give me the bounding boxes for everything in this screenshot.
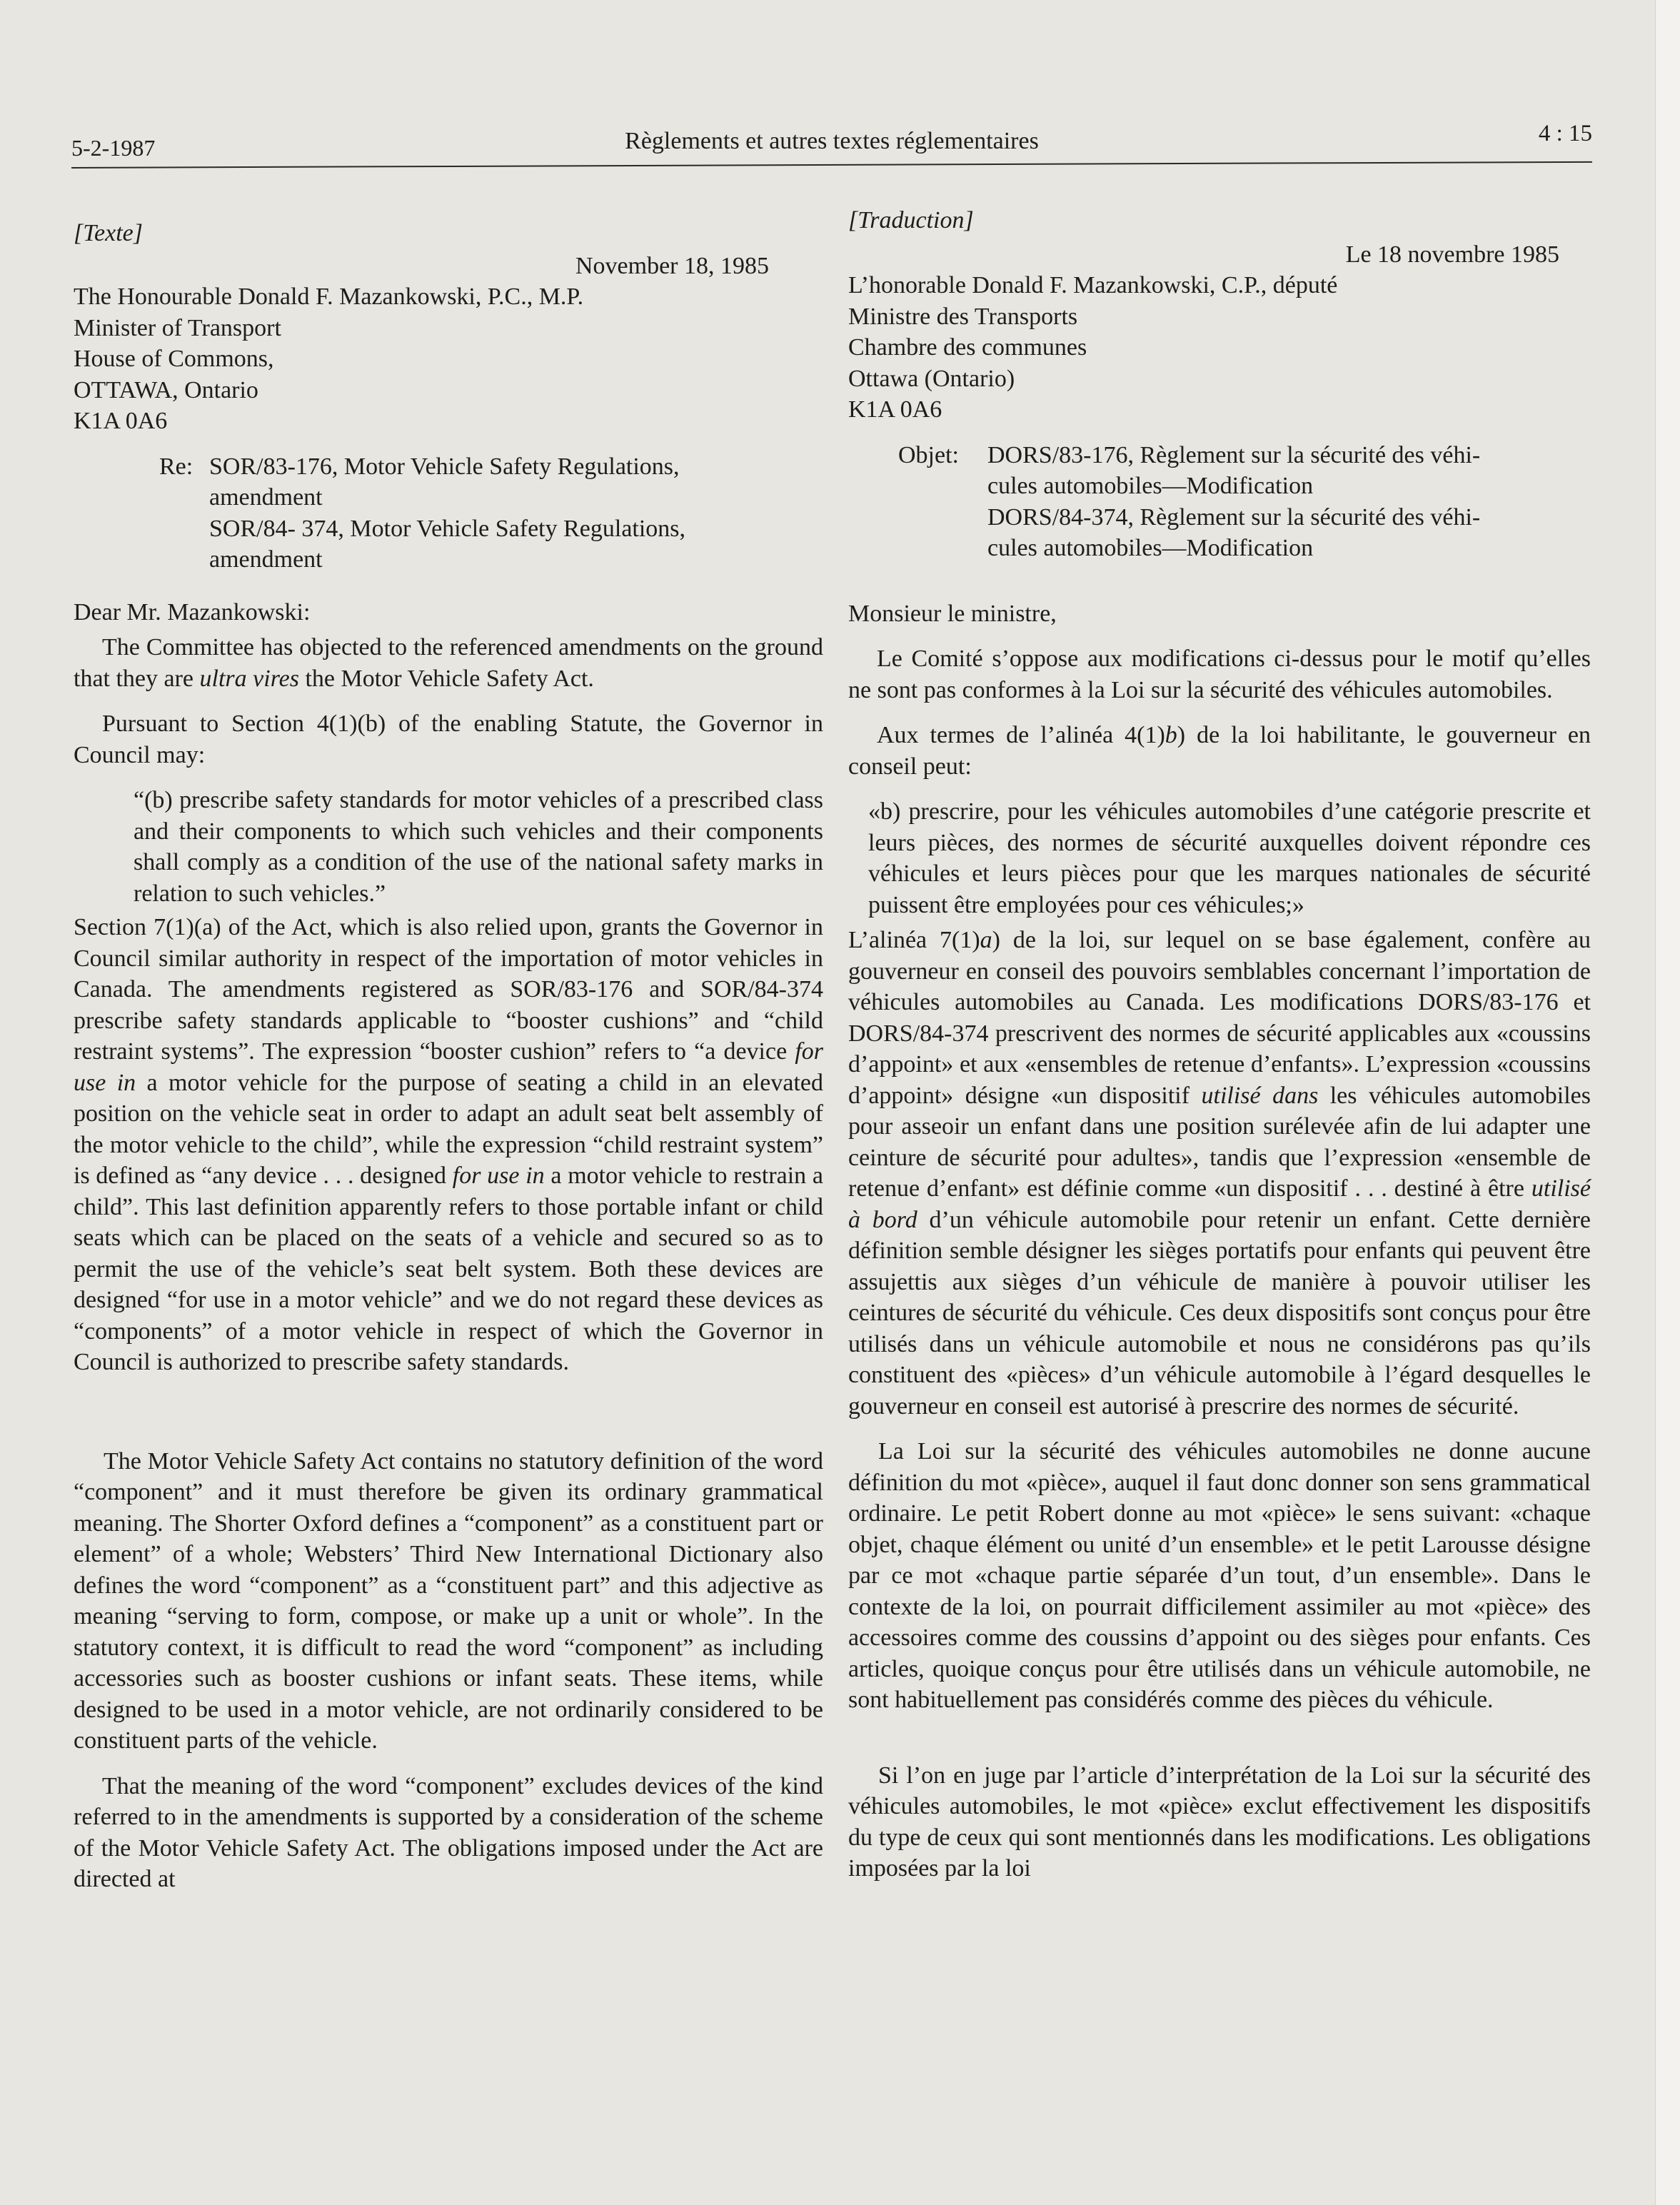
paragraph: That the meaning of the word “component” excludes devices of the kind referred to in the amendments is supported by a consideration of the scheme of the Motor Vehicle Safety Act. The obligations imposed under the Act are directed at (74, 1772, 823, 1892)
address-line: House of Commons, (74, 346, 274, 372)
salutation: Dear Mr. Mazankowski: (74, 598, 311, 626)
header-title: Règlements et autres textes réglementaires (625, 128, 1039, 154)
quotation: «b) prescrire, pour les véhicules automobiles d’une catégorie prescrite et leurs pièces, des normes de sécurité auxquelles doivent répondre ces véhicules et leurs pièces pour que les marques nationales de sécurité puissent être employées pour ces véhicules;» (868, 798, 1591, 918)
re-line: amendment (209, 546, 323, 573)
address-line: L’honorable Donald F. Mazankowski, C.P., député (848, 272, 1338, 298)
re-line: cules automobiles—Modification (987, 535, 1314, 561)
address-line: K1A 0A6 (848, 396, 942, 423)
paragraph: Pursuant to Section 4(1)(b) of the enabling Statute, the Governor in Council may: (74, 710, 823, 768)
paragraph: Le Comité s’oppose aux modifications ci-dessus pour le motif qu’elles ne sont pas conformes à la Loi sur la sécurité des véhicules automobiles. (848, 646, 1591, 703)
address-line: Minister of Transport (74, 314, 281, 341)
header-page-number: 4 : 15 (1538, 121, 1592, 146)
re-line: amendment (209, 484, 323, 511)
text-tag: [Texte] (74, 220, 143, 246)
re-line: DORS/83-176, Règlement sur la sécurité des véhi- (987, 441, 1481, 468)
address-line: Chambre des communes (848, 334, 1087, 361)
re-block (74, 451, 823, 576)
address-line: Ministre des Transports (848, 303, 1078, 330)
re-label: Objet: (898, 441, 959, 468)
page-edge (1655, 0, 1680, 2205)
address-line: K1A 0A6 (74, 408, 168, 434)
address-line: Ottawa (Ontario) (848, 365, 1015, 392)
re-label: Re: (159, 453, 193, 480)
paragraph: Si l’on en juge par l’article d’interprétation de la Loi sur la sécurité des véhicules automobiles, le mot «pièce» exclut effectivement les dispositifs du type de ceux qui sont mentionnés dans les modifications. Les obligations imposées par la loi (848, 1762, 1591, 1882)
re-line: cules automobiles—Modification (987, 473, 1314, 499)
header-date: 5-2-1987 (71, 135, 156, 161)
quotation: “(b) prescribe safety standards for motor vehicles of a prescribed class and their components to which such vehicles and their components shall comply as a condition of the use of the national safety marks in relation to such vehicles.” (134, 787, 823, 907)
running-header (71, 118, 1592, 168)
text-tag: [Traduction] (848, 207, 974, 233)
re-block (848, 440, 1591, 564)
address-line: The Honourable Donald F. Mazankowski, P.C., M.P. (74, 283, 584, 310)
re-line: SOR/84- 374, Motor Vehicle Safety Regulations, (209, 515, 686, 542)
letter-date: Le 18 novembre 1985 (1345, 241, 1559, 268)
address-block (74, 281, 823, 437)
re-line: DORS/84-374, Règlement sur la sécurité des véhi- (987, 503, 1481, 531)
paragraph: Section 7(1)(a) of the Act, which is also relied upon, grants the Governor in Council similar authority in respect of the importation of motor vehicles in Canada. The amendments registered as SOR/83-176 and SOR/84-374 prescribe safety standards applicable to “booster cushions” and “child restraint systems”. The expression “booster cushion” refers to “a device for use in a motor vehicle for the purpose of seating a child in an elevated position on the vehicle seat in order to adapt an adult seat belt assembly of the motor vehicle to the child”, while the expression “child restraint system” is defined as “any device . . . designed for use in a motor vehicle to restrain a child”. This last definition apparently refers to those portable infant or child seats which can be placed on the seats of a vehicle and secured so as to permit the use of the vehicle’s seat belt system. Both these devices are designed “for use in a motor vehicle” and we do not regard these devices as “components” of a motor vehicle in respect of which the Governor in Council is authorized to prescribe safety standards. (74, 914, 823, 1375)
paragraph: The Committee has objected to the referenced amendments on the ground that they are ultra vires the Motor Vehicle Safety Act. (74, 634, 823, 692)
french-column (848, 196, 1591, 1884)
paragraph: Aux termes de l’alinéa 4(1)b) de la loi habilitante, le gouverneur en conseil peut: (848, 722, 1591, 780)
paragraph: The Motor Vehicle Safety Act contains no statutory definition of the word “component” and it must therefore be given its ordinary grammatical meaning. The Shorter Oxford defines a “component” as a constituent part or element” of a whole; Websters’ Third New International Dictionary also defines the word “component” as a “constituent part” and this adjective as meaning “serving to form, compose, or make up a unit or whole”. In the statutory context, it is difficult to read the word “component” as including accessories such as booster cushions or infant seats. These items, while designed to be used in a motor vehicle, are not ordinarily considered to be constituent parts of the vehicle. (74, 1447, 823, 1754)
letter-date: November 18, 1985 (575, 252, 769, 279)
address-line: OTTAWA, Ontario (74, 376, 258, 403)
paragraph: La Loi sur la sécurité des véhicules automobiles ne donne aucune définition du mot «pièce», auquel il faut donc donner son sens grammatical ordinaire. Le petit Robert donne au mot «pièce» le sens suivant: «chaque objet, chaque élément ou unité d’un ensemble» et le petit Larousse désigne par ce mot «chaque partie séparée d’un tout, d’un ensemble». Dans le contexte de la loi, on pourrait difficilement assimiler au mot «pièce» des accessoires comme des coussins d’appoint ou des sièges pour enfants. Ces articles, quoique conçus pour être utilisés dans un véhicule automobile, ne sont habituellement pas considérés comme des pièces du véhicule. (848, 1438, 1591, 1713)
re-line: SOR/83-176, Motor Vehicle Safety Regulations, (209, 453, 680, 480)
address-block (848, 270, 1591, 426)
paragraph: L’alinéa 7(1)a) de la loi, sur lequel on se base également, confère au gouverneur en conseil des pouvoirs semblables concernant l’importation de véhicules automobiles au Canada. Les modifications DORS/83-176 et DORS/84-374 prescrivent des normes de sécurité applicables aux «coussins d’appoint» et aux «ensembles de retenue d’enfants». L’expression «coussins d’appoint» désigne «un dispositif utilisé dans les véhicules automobiles pour asseoir un enfant dans une position surélevée afin de lui adapter une ceinture de sécurité pour adultes», tandis que l’expression «ensemble de retenue d’enfant» est définie comme «un dispositif . . . destiné à être utilisé à bord d’un véhicule automobile pour retenir un enfant. Cette dernière définition semble désigner les sièges portatifs pour enfants qui peuvent être assujettis aux sièges d’un véhicule de manière à pouvoir utiliser les ceintures de sécurité du véhicule. Ces deux dispositifs sont conçus pour être utilisés dans un véhicule automobile et nous ne considérons pas qu’ils constituent des «pièces» d’un véhicule automobile à l’égard desquelles le gouverneur en conseil est autorisé à prescrire des normes de sécurité. (848, 927, 1591, 1420)
english-column (74, 196, 823, 1895)
salutation: Monsieur le ministre, (848, 600, 1057, 627)
